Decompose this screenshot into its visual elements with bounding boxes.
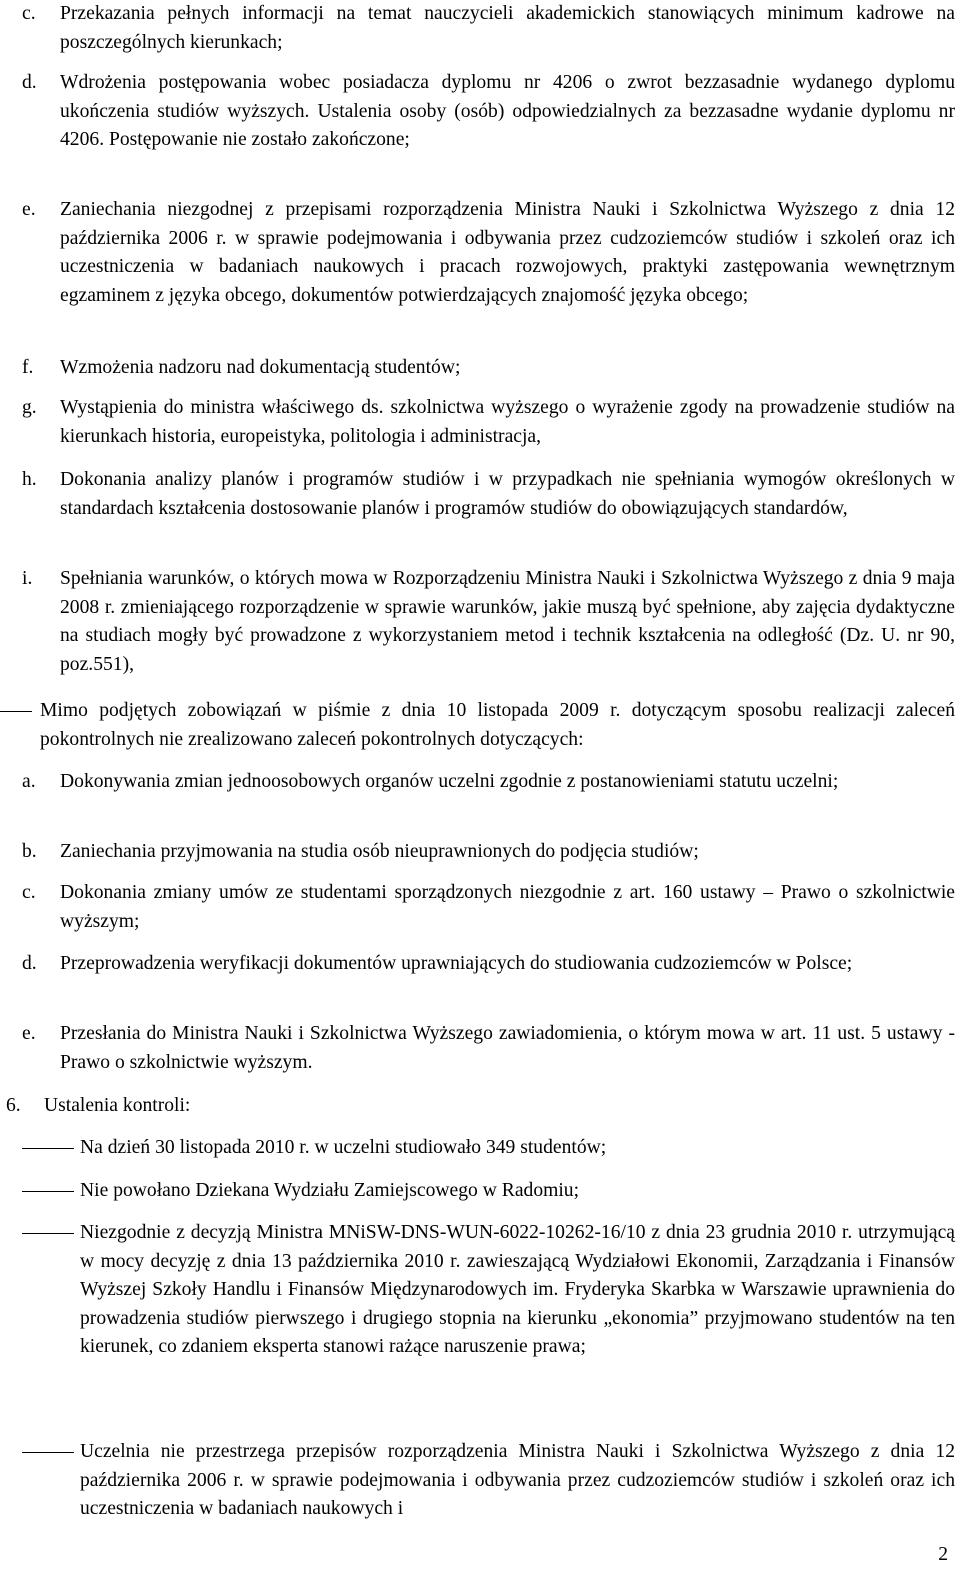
list-item [22,394,955,451]
finding-item [0,1177,960,1206]
list-item-text: Przeprowadzenia weryfikacji dokumentów uprawniających do studiowania cudzoziemców w Polsce; [60,953,853,974]
em-dash-icon [0,1438,80,1466]
list-item [22,768,955,797]
section-number: 6. [6,1095,21,1116]
section-heading [6,1092,190,1121]
list-item-text: Wzmożenia nadzoru nad dokumentacją studentów; [60,357,461,378]
list-item [22,1020,955,1077]
list-item-text: Dokonania zmiany umów ze studentami sporządzonych niezgodnie z art. 160 ustawy – Prawo o szkolnictwie wyższym; [60,882,955,932]
list-item-text: Wdrożenia postępowania wobec posiadacza dyplomu nr 4206 o zwrot bezzasadnie wydanego dyplomu ukończenia studiów wyższych. Ustalenia osoby (osób) odpowiedzialnych za bezzasadne wydanie dyplomu nr 4206. Postępowanie nie zostało zakończone; [60,72,955,151]
list-item-text: Dokonania analizy planów i programów studiów i w przypadkach nie spełniania wymogów określonych w standardach kształcenia dostosowanie planów i programów studiów do obowiązujących standardów, [60,469,955,519]
list-item [22,879,955,936]
list-item [22,69,955,155]
em-dash-icon [0,1177,80,1205]
list-item-text: Spełniania warunków, o których mowa w Rozporządzeniu Ministra Nauki i Szkolnictwa Wyższego z dnia 9 maja 2008 r. zmieniającego rozporządzenie w sprawie warunków, jakie muszą być spełnione, aby zajęcia dydaktyczne na studiach mogły być prowadzone z wykorzystaniem metod i technik kształcenia na odległość (Dz. U. nr 90, poz.551), [60,568,955,675]
em-dash-icon [0,697,40,725]
finding-text: Uczelnia nie przestrzega przepisów rozporządzenia Ministra Nauki i Szkolnictwa Wyższego z dnia 12 października 2006 r. w sprawie podejmowania i odbywania przez cudzoziemców studiów i szkoleń oraz ich uczestniczenia w badaniach naukowych i [80,1441,955,1520]
em-dash-icon [0,1219,80,1247]
list-marker: h. [22,469,37,490]
section-title: Ustalenia kontroli: [44,1095,191,1116]
em-dash-icon [0,1134,80,1162]
list-item-text: Przesłania do Ministra Nauki i Szkolnictwa Wyższego zawiadomienia, o którym mowa w art. 11 ust. 5 ustawy - Prawo o szkolnictwie wyższym. [60,1023,955,1073]
list-item [22,838,955,867]
dash-paragraph-text: Mimo podjętych zobowiązań w piśmie z dnia 10 listopada 2009 r. dotyczącym sposobu realizacji zaleceń pokontrolnych nie zrealizowano zaleceń pokontrolnych dotyczących: [40,700,955,750]
list-item-text: Dokonywania zmian jednoosobowych organów uczelni zgodnie z postanowieniami statutu uczelni; [60,771,839,792]
list-item-text: Wystąpienia do ministra właściwego ds. szkolnictwa wyższego o wyrażenie zgody na prowadzenie studiów na kierunkach historia, europeistyka, politologia i administracja, [60,397,955,447]
list-marker: c. [22,3,36,24]
list-item [22,0,955,57]
finding-text: Niezgodnie z decyzją Ministra MNiSW-DNS-WUN-6022-10262-16/10 z dnia 23 grudnia 2010 r. utrzymującą w mocy decyzję z dnia 13 października 2010 r. zawieszającą Wydziałowi Ekonomii, Zarządzania i Finansów Wyższej Szkoły Handlu i Finansów Międzynarodowych im. Fryderyka Skarbka w Warszawie uprawnienia do prowadzenia studiów pierwszego i drugiego stopnia na kierunku „ekonomia” przyjmowano studentów na ten kierunek, co zdaniem eksperta stanowi rażące naruszenie prawa; [80,1222,955,1358]
list-marker: g. [22,397,37,418]
list-item [22,196,955,310]
list-item-text: Zaniechania przyjmowania na studia osób nieuprawnionych do podjęcia studiów; [60,841,699,862]
page-number: 2 [938,1544,948,1565]
list-marker: b. [22,841,37,862]
list-item [22,950,955,979]
list-item-text: Zaniechania niezgodnej z przepisami rozporządzenia Ministra Nauki i Szkolnictwa Wyższego z dnia 12 października 2006 r. w sprawie podejmowania i odbywania przez cudzoziemców studiów i szkoleń oraz ich uczestniczenia w badaniach naukowych i pracach rozwojowych, praktyki zastępowania wewnętrznym egzaminem z języka obcego, dokumentów potwierdzających znajomość języka obcego; [60,199,955,306]
list-item [22,354,955,383]
finding-item [0,1219,960,1362]
list-marker: d. [22,953,37,974]
list-marker: e. [22,1023,36,1044]
list-item [22,565,955,679]
list-marker: a. [22,771,36,792]
list-marker: i. [22,568,33,589]
finding-text: Nie powołano Dziekana Wydziału Zamiejscowego w Radomiu; [80,1180,580,1201]
list-marker: c. [22,882,36,903]
list-item-text: Przekazania pełnych informacji na temat nauczycieli akademickich stanowiących minimum kadrowe na poszczególnych kierunkach; [60,3,955,53]
finding-text: Na dzień 30 listopada 2010 r. w uczelni studiowało 349 studentów; [80,1137,607,1158]
dash-paragraph [0,697,960,754]
list-item [22,466,955,523]
list-marker: d. [22,72,37,93]
finding-item [0,1438,960,1524]
list-marker: f. [22,357,34,378]
list-marker: e. [22,199,36,220]
finding-item [0,1134,960,1163]
